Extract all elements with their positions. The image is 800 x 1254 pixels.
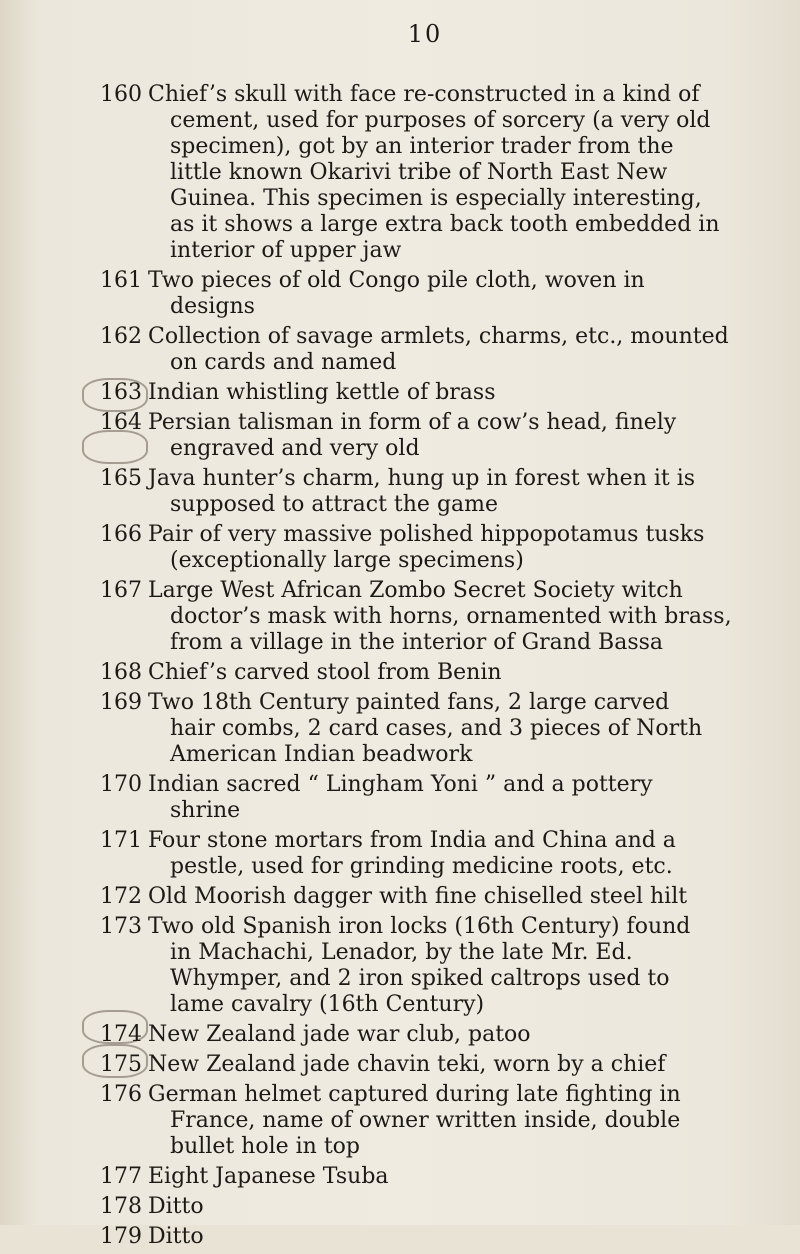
description-line: Large West African Zombo Secret Society witch bbox=[148, 578, 683, 603]
description-line: doctor’s mask with horns, ornamented with brass, bbox=[170, 604, 732, 629]
lot-number: 175 bbox=[100, 1052, 142, 1077]
lot-description bbox=[148, 324, 729, 376]
lot-number: 161 bbox=[100, 268, 142, 293]
lot-description bbox=[148, 884, 687, 910]
lot-number: 174 bbox=[100, 1022, 142, 1047]
description-line: interior of upper jaw bbox=[170, 238, 402, 263]
catalogue-entry bbox=[100, 268, 748, 320]
description-line: Persian talisman in form of a cow’s head, finely bbox=[148, 410, 677, 435]
catalogue-entry bbox=[100, 82, 748, 264]
description-line: engraved and very old bbox=[170, 436, 420, 461]
catalogue-entry bbox=[100, 914, 748, 1018]
lot-number: 165 bbox=[100, 466, 142, 491]
catalogue-list bbox=[100, 82, 748, 1254]
lot-number: 164 bbox=[100, 410, 142, 435]
catalogue-entry bbox=[100, 660, 748, 686]
description-line: Indian sacred “ Lingham Yoni ” and a pottery bbox=[148, 772, 653, 797]
lot-description bbox=[148, 1052, 665, 1078]
description-line: specimen), got by an interior trader from the bbox=[170, 134, 674, 159]
description-line: New Zealand jade war club, patoo bbox=[148, 1022, 531, 1047]
lot-description bbox=[148, 1022, 531, 1048]
lot-number: 173 bbox=[100, 914, 142, 939]
description-line: lame cavalry (16th Century) bbox=[170, 992, 485, 1017]
lot-number: 167 bbox=[100, 578, 142, 603]
description-line: Ditto bbox=[148, 1194, 204, 1219]
lot-description bbox=[148, 1224, 204, 1250]
lot-number: 176 bbox=[100, 1082, 142, 1107]
description-line: Whymper, and 2 iron spiked caltrops used to bbox=[170, 966, 670, 991]
lot-number: 166 bbox=[100, 522, 142, 547]
description-line: hair combs, 2 card cases, and 3 pieces of North bbox=[170, 716, 703, 741]
description-line: German helmet captured during late fighting in bbox=[148, 1082, 681, 1107]
description-line: Ditto bbox=[148, 1224, 204, 1249]
description-line: Two pieces of old Congo pile cloth, woven in bbox=[148, 268, 645, 293]
lot-description bbox=[148, 690, 702, 768]
description-line: Indian whistling kettle of brass bbox=[148, 380, 496, 405]
catalogue-entry bbox=[100, 324, 748, 376]
catalogue-entry bbox=[100, 466, 748, 518]
lot-description bbox=[148, 1194, 204, 1220]
description-line: Pair of very massive polished hippopotamus tusks bbox=[148, 522, 705, 547]
description-line: Four stone mortars from India and China and a bbox=[148, 828, 676, 853]
description-line: Java hunter’s charm, hung up in forest when it is bbox=[148, 466, 696, 491]
page-number: 10 bbox=[407, 20, 443, 48]
description-line: France, name of owner written inside, double bbox=[170, 1108, 681, 1133]
lot-description bbox=[148, 466, 695, 518]
description-line: Two 18th Century painted fans, 2 large carved bbox=[148, 690, 670, 715]
lot-description bbox=[148, 1164, 389, 1190]
description-line: as it shows a large extra back tooth embedded in bbox=[170, 212, 720, 237]
catalogue-entry bbox=[100, 1194, 748, 1220]
catalogue-entry bbox=[100, 884, 748, 910]
catalogue-entry bbox=[100, 380, 748, 406]
lot-description bbox=[148, 772, 653, 824]
description-line: (exceptionally large specimens) bbox=[170, 548, 524, 573]
lot-number: 168 bbox=[100, 660, 142, 685]
lot-number: 170 bbox=[100, 772, 142, 797]
lot-description bbox=[148, 578, 732, 656]
lot-description bbox=[148, 268, 645, 320]
catalogue-entry bbox=[100, 578, 748, 656]
lot-number: 177 bbox=[100, 1164, 142, 1189]
description-line: cement, used for purposes of sorcery (a very old bbox=[170, 108, 711, 133]
lot-description bbox=[148, 410, 676, 462]
description-line: little known Okarivi tribe of North East New bbox=[170, 160, 668, 185]
catalogue-entry bbox=[100, 410, 748, 462]
lot-description bbox=[148, 380, 496, 406]
lot-number: 178 bbox=[100, 1194, 142, 1219]
description-line: Chief’s skull with face re-constructed in a kind of bbox=[148, 82, 700, 107]
catalogue-entry bbox=[100, 690, 748, 768]
description-line: on cards and named bbox=[170, 350, 397, 375]
description-line: bullet hole in top bbox=[170, 1134, 361, 1159]
lot-description bbox=[148, 1082, 681, 1160]
description-line: Old Moorish dagger with fine chiselled steel hilt bbox=[148, 884, 688, 909]
description-line: Chief’s carved stool from Benin bbox=[148, 660, 502, 685]
catalogue-entry bbox=[100, 1022, 748, 1048]
description-line: Two old Spanish iron locks (16th Century) found bbox=[148, 914, 691, 939]
description-line: pestle, used for grinding medicine roots, etc. bbox=[170, 854, 673, 879]
lot-number: 169 bbox=[100, 690, 142, 715]
lot-number: 160 bbox=[100, 82, 142, 107]
catalogue-entry bbox=[100, 1164, 748, 1190]
lot-number: 172 bbox=[100, 884, 142, 909]
catalogue-entry bbox=[100, 1224, 748, 1250]
description-line: supposed to attract the game bbox=[170, 492, 499, 517]
lot-description bbox=[148, 914, 690, 1018]
description-line: Collection of savage armlets, charms, etc., mounted bbox=[148, 324, 729, 349]
description-line: New Zealand jade chavin teki, worn by a chief bbox=[148, 1052, 666, 1077]
lot-number: 179 bbox=[100, 1224, 142, 1249]
catalogue-entry bbox=[100, 828, 748, 880]
description-line: American Indian beadwork bbox=[170, 742, 473, 767]
lot-number: 162 bbox=[100, 324, 142, 349]
lot-description bbox=[148, 82, 719, 264]
description-line: from a village in the interior of Grand Bassa bbox=[170, 630, 664, 655]
lot-description bbox=[148, 522, 704, 574]
catalogue-entry bbox=[100, 1082, 748, 1160]
description-line: designs bbox=[170, 294, 255, 319]
lot-description bbox=[148, 660, 502, 686]
description-line: shrine bbox=[170, 798, 241, 823]
catalogue-entry bbox=[100, 772, 748, 824]
lot-number: 163 bbox=[100, 380, 142, 405]
description-line: Eight Japanese Tsuba bbox=[148, 1164, 389, 1189]
catalogue-entry bbox=[100, 522, 748, 574]
lot-number: 171 bbox=[100, 828, 142, 853]
description-line: in Machachi, Lenador, by the late Mr. Ed. bbox=[170, 940, 633, 965]
lot-description bbox=[148, 828, 676, 880]
catalogue-entry bbox=[100, 1052, 748, 1078]
description-line: Guinea. This specimen is especially interesting, bbox=[170, 186, 702, 211]
